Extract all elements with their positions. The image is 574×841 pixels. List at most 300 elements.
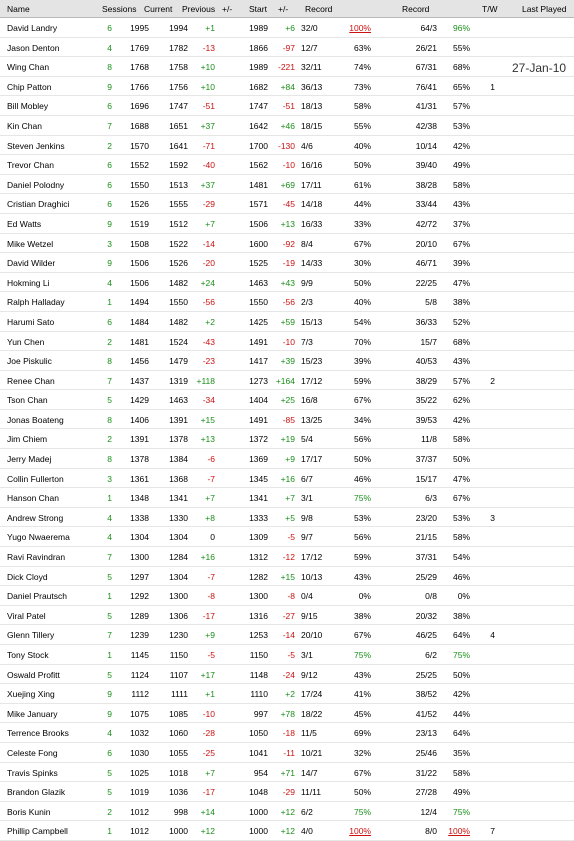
record-pct-cell: 67% (353, 238, 371, 249)
table-row (0, 449, 574, 469)
table-row (0, 645, 574, 665)
record-total-cell: 46/25 (415, 630, 437, 641)
record-cell: 6/2 (301, 806, 313, 817)
previous-rating-cell: 1524 (169, 336, 188, 347)
current-rating-cell: 1519 (130, 218, 149, 229)
current-rating-cell: 1297 (130, 571, 149, 582)
rating-change-cell: -13 (202, 42, 215, 53)
rating-change-cell: -25 (202, 747, 215, 758)
record-pct-cell: 63% (353, 42, 371, 53)
record-pct-cell: 59% (353, 375, 371, 386)
sessions-cell: 2 (107, 806, 112, 817)
record-total-cell: 22/25 (415, 277, 437, 288)
sessions-cell: 5 (107, 395, 112, 406)
table-row (0, 234, 574, 254)
current-rating-cell: 1112 (131, 689, 149, 700)
record-cell: 32/0 (301, 23, 318, 33)
record-total-cell: 38/29 (415, 375, 437, 386)
record-total-pct-cell: 64% (452, 630, 470, 641)
previous-rating-cell: 1463 (169, 395, 188, 406)
previous-rating-cell: 1482 (169, 277, 188, 288)
sessions-cell: 1 (107, 297, 112, 308)
previous-rating-cell: 1085 (169, 708, 188, 719)
player-name: Terrence Brooks (7, 728, 69, 739)
start-change-cell: -5 (287, 650, 295, 660)
record-total-pct-cell: 43% (452, 199, 470, 210)
sessions-cell: 7 (107, 630, 112, 641)
record-cell: 15/23 (301, 356, 323, 367)
record-total-pct-cell: 54% (452, 552, 470, 563)
player-name: Renee Chan (7, 375, 55, 386)
sessions-cell: 4 (107, 42, 112, 53)
record-total-pct-cell: 67% (452, 238, 470, 249)
record-total-cell: 5/8 (425, 297, 437, 308)
start-rating-cell: 1000 (249, 826, 268, 837)
previous-rating-cell: 998 (173, 806, 188, 817)
sessions-cell: 2 (107, 140, 112, 151)
sessions-cell: 6 (107, 101, 112, 112)
player-name: Ed Watts (7, 218, 42, 229)
record-total-cell: 33/44 (415, 199, 437, 210)
record-cell: 9/15 (301, 610, 318, 621)
record-total-cell: 11/8 (421, 434, 437, 445)
record-cell: 11/5 (301, 728, 317, 739)
rating-change-cell: -7 (207, 473, 215, 484)
table-row (0, 547, 574, 567)
start-rating-cell: 1253 (249, 630, 268, 641)
record-total-cell: 37/37 (415, 454, 437, 465)
record-cell: 9/8 (301, 512, 313, 523)
rating-change-cell: +13 (200, 434, 215, 445)
sessions-cell: 2 (107, 336, 112, 347)
record-pct-cell: 41% (353, 689, 371, 700)
current-rating-cell: 1030 (130, 747, 149, 758)
table-row (0, 253, 574, 273)
previous-rating-cell: 1304 (169, 532, 188, 543)
rating-change-cell: +37 (200, 120, 215, 131)
record-pct-cell: 59% (353, 552, 371, 563)
sessions-cell: 3 (107, 473, 112, 484)
previous-rating-cell: 1782 (169, 42, 188, 53)
record-cell: 14/18 (301, 199, 323, 210)
previous-rating-cell: 1482 (169, 316, 188, 327)
record-total-pct-cell: 64% (452, 728, 470, 739)
record-pct-cell: 32% (353, 747, 371, 758)
last-played-date: 27-Jan-10 (512, 61, 567, 75)
player-name: Chip Patton (7, 81, 52, 92)
sessions-cell: 5 (107, 571, 112, 582)
record-total-cell: 39/40 (415, 160, 437, 171)
rating-change-cell: +16 (200, 552, 215, 563)
record-total-cell: 8/0 (425, 826, 437, 837)
start-rating-cell: 1148 (249, 669, 268, 680)
record-total-cell: 25/46 (415, 747, 437, 758)
start-rating-cell: 1506 (249, 218, 268, 229)
previous-rating-cell: 1512 (169, 218, 188, 229)
player-name: Mike Wetzel (7, 238, 54, 249)
record-total-cell: 25/25 (415, 669, 437, 680)
player-name: Phillip Campbell (7, 826, 68, 837)
start-rating-cell: 1309 (249, 532, 268, 543)
sessions-cell: 6 (107, 23, 112, 33)
current-rating-cell: 1406 (130, 414, 149, 425)
current-rating-cell: 1550 (130, 179, 149, 190)
start-rating-cell: 1369 (249, 454, 268, 465)
record-total-pct-cell: 75% (452, 806, 470, 817)
table-row (0, 508, 574, 528)
record-total-pct-cell: 49% (452, 787, 470, 798)
record-total-pct-cell: 47% (452, 473, 470, 484)
sessions-cell: 1 (107, 826, 112, 837)
record-total-pct-cell: 58% (452, 434, 470, 445)
rating-change-cell: -28 (202, 728, 215, 739)
current-rating-cell: 1292 (130, 591, 149, 602)
record-cell: 3/1 (301, 650, 313, 660)
record-total-cell: 25/29 (415, 571, 437, 582)
record-total-pct-cell: 68% (452, 336, 470, 347)
record-cell: 17/17 (301, 454, 323, 465)
record-pct-cell: 70% (353, 336, 371, 347)
start-change-cell: -221 (277, 62, 295, 73)
start-rating-cell: 1333 (249, 512, 268, 523)
record-cell: 10/13 (301, 571, 323, 582)
start-change-cell: +5 (285, 512, 295, 523)
sessions-cell: 4 (107, 728, 112, 739)
table-row (0, 527, 574, 547)
previous-rating-cell: 1758 (169, 62, 188, 73)
record-total-pct-cell: 42% (452, 414, 470, 425)
sessions-cell: 4 (107, 532, 112, 543)
record-total-pct-cell: 39% (452, 258, 470, 269)
start-change-cell: +71 (280, 767, 295, 778)
current-rating-cell: 1995 (130, 23, 149, 33)
rating-change-cell: +24 (200, 277, 215, 288)
record-total-pct-cell: 55% (452, 42, 470, 53)
table-row (0, 273, 574, 293)
player-name: Celeste Fong (7, 747, 58, 758)
record-total-pct-cell: 42% (452, 140, 470, 151)
start-change-cell: -97 (282, 42, 295, 53)
record-cell: 17/12 (301, 375, 323, 386)
previous-rating-cell: 1368 (169, 473, 188, 484)
record-pct-cell: 67% (353, 630, 371, 641)
player-name: Daniel Polodny (7, 179, 65, 190)
record-cell: 36/13 (301, 81, 323, 92)
player-name: Dick Cloyd (7, 571, 48, 582)
start-change-cell: -10 (282, 336, 295, 347)
sessions-cell: 3 (107, 238, 112, 249)
start-change-cell: +6 (285, 23, 295, 33)
record-pct-cell: 67% (353, 767, 371, 778)
record-total-pct-cell: 57% (452, 101, 470, 112)
record-total-cell: 6/3 (425, 493, 437, 504)
record-total-pct-cell: 68% (452, 62, 470, 73)
player-name: Daniel Prautsch (7, 591, 68, 602)
start-change-cell: +15 (280, 571, 295, 582)
header-last-played: Last Played (522, 4, 567, 14)
record-total-pct-cell: 47% (452, 277, 470, 288)
start-rating-cell: 1041 (249, 747, 268, 758)
record-total-pct-cell: 37% (452, 218, 470, 229)
start-rating-cell: 1417 (249, 356, 268, 367)
current-rating-cell: 1766 (130, 81, 149, 92)
current-rating-cell: 1075 (130, 708, 149, 719)
rating-change-cell: +14 (200, 806, 215, 817)
player-name: Glenn Tillery (7, 630, 55, 641)
start-change-cell: +46 (280, 120, 295, 131)
rating-change-cell: +8 (205, 512, 215, 523)
record-cell: 18/22 (301, 708, 323, 719)
record-total-pct-cell: 96% (452, 23, 470, 33)
sessions-cell: 4 (107, 512, 112, 523)
record-cell: 32/11 (301, 62, 322, 73)
table-row (0, 96, 574, 116)
start-rating-cell: 1525 (249, 258, 268, 269)
record-cell: 16/16 (301, 160, 323, 171)
start-rating-cell: 1048 (249, 787, 268, 798)
start-rating-cell: 1642 (249, 120, 268, 131)
previous-rating-cell: 1391 (169, 414, 188, 425)
record-total-cell: 46/71 (415, 258, 437, 269)
record-pct-cell: 45% (353, 708, 371, 719)
record-total-cell: 27/28 (415, 787, 437, 798)
record-cell: 4/6 (301, 140, 313, 151)
sessions-cell: 5 (107, 787, 112, 798)
record-pct-cell: 38% (353, 610, 371, 621)
sessions-cell: 8 (107, 454, 112, 465)
start-change-cell: -24 (282, 669, 295, 680)
record-cell: 18/13 (301, 101, 323, 112)
table-row (0, 782, 574, 802)
current-rating-cell: 1019 (130, 787, 149, 798)
current-rating-cell: 1032 (130, 728, 149, 739)
current-rating-cell: 1494 (130, 297, 149, 308)
current-rating-cell: 1012 (130, 826, 149, 837)
record-total-pct-cell: 50% (452, 669, 470, 680)
start-rating-cell: 1682 (249, 81, 268, 92)
previous-rating-cell: 1060 (169, 728, 188, 739)
header-start-change: +/- (278, 4, 289, 14)
player-name: Andrew Strong (7, 512, 64, 523)
start-change-cell: -5 (287, 532, 295, 543)
record-total-pct-cell: 35% (452, 747, 470, 758)
record-total-cell: 37/31 (415, 552, 437, 563)
record-total-cell: 23/20 (415, 512, 437, 523)
sessions-cell: 1 (107, 591, 112, 602)
sessions-cell: 9 (107, 258, 112, 269)
start-change-cell: -12 (282, 552, 295, 563)
record-total-cell: 20/10 (415, 238, 437, 249)
rating-change-cell: -14 (202, 238, 215, 249)
previous-rating-cell: 1384 (169, 454, 188, 465)
record-pct-cell: 55% (353, 120, 371, 131)
tw-cell: 2 (490, 375, 495, 386)
record-cell: 0/4 (301, 591, 313, 602)
record-pct-cell: 44% (353, 199, 371, 210)
player-name: Yun Chen (7, 336, 45, 347)
record-total-pct-cell: 38% (452, 610, 470, 621)
rating-change-cell: -8 (207, 591, 215, 602)
record-total-pct-cell: 0% (457, 591, 470, 602)
record-pct-cell: 33% (353, 218, 371, 229)
table-row (0, 292, 574, 312)
record-pct-cell: 40% (353, 297, 371, 308)
record-total-pct-cell: 43% (452, 356, 470, 367)
player-name: Boris Kunin (7, 806, 51, 817)
current-rating-cell: 1289 (130, 610, 149, 621)
previous-rating-cell: 1330 (169, 512, 188, 523)
tw-cell: 4 (490, 630, 495, 641)
current-rating-cell: 1481 (130, 336, 149, 347)
header-record: Record (305, 4, 333, 14)
start-change-cell: +19 (280, 434, 295, 445)
player-name: Oswald Profitt (7, 669, 60, 680)
header-name: Name (7, 4, 30, 14)
record-pct-cell: 34% (353, 414, 371, 425)
record-total-cell: 12/4 (420, 806, 437, 817)
sessions-cell: 9 (107, 689, 112, 700)
record-cell: 8/4 (301, 238, 313, 249)
record-cell: 4/0 (301, 826, 313, 837)
record-total-cell: 38/28 (415, 179, 437, 190)
table-row (0, 723, 574, 743)
sessions-cell: 8 (107, 356, 112, 367)
player-name: Jim Chiem (7, 434, 48, 445)
current-rating-cell: 1696 (130, 101, 149, 112)
rating-change-cell: +2 (205, 316, 215, 327)
record-cell: 2/3 (301, 297, 313, 308)
start-change-cell: -19 (282, 258, 295, 269)
current-rating-cell: 1456 (130, 356, 149, 367)
header-previous: Previous (182, 4, 216, 14)
start-rating-cell: 1571 (249, 199, 268, 210)
record-pct-cell: 56% (353, 434, 371, 445)
record-cell: 17/11 (301, 179, 322, 190)
player-name: Steven Jenkins (7, 140, 65, 151)
table-row (0, 567, 574, 587)
table-row (0, 802, 574, 822)
sessions-cell: 9 (107, 218, 112, 229)
record-pct-cell: 50% (353, 787, 371, 798)
table-row (0, 684, 574, 704)
rating-change-cell: -7 (207, 571, 215, 582)
record-pct-cell: 56% (353, 532, 371, 543)
record-total-pct-cell: 49% (452, 160, 470, 171)
current-rating-cell: 1348 (130, 493, 149, 504)
sessions-cell: 4 (107, 277, 112, 288)
record-total-cell: 67/31 (415, 62, 437, 73)
start-change-cell: -18 (282, 728, 295, 739)
current-rating-cell: 1025 (130, 767, 149, 778)
start-rating-cell: 1491 (249, 414, 268, 425)
previous-rating-cell: 1304 (169, 571, 188, 582)
record-cell: 3/1 (301, 493, 313, 504)
start-rating-cell: 1866 (249, 42, 268, 53)
start-rating-cell: 1463 (249, 277, 268, 288)
table-row (0, 312, 574, 332)
player-name: Joe Piskulic (7, 356, 52, 367)
start-change-cell: +12 (280, 826, 295, 837)
record-total-cell: 41/31 (415, 101, 437, 112)
record-total-cell: 6/2 (425, 650, 437, 660)
header-record-total: Record (402, 4, 430, 14)
start-rating-cell: 1050 (249, 728, 268, 739)
record-pct-cell: 46% (353, 473, 371, 484)
record-total-cell: 36/33 (415, 316, 437, 327)
record-cell: 11/11 (301, 787, 322, 798)
table-row (0, 371, 574, 391)
player-name: Yugo Nwaerema (7, 532, 70, 543)
table-row (0, 351, 574, 371)
record-pct-cell: 58% (353, 101, 371, 112)
current-rating-cell: 1391 (130, 434, 149, 445)
record-pct-cell: 40% (353, 140, 371, 151)
player-name: Viral Patel (7, 610, 46, 621)
table-row (0, 77, 574, 97)
current-rating-cell: 1361 (130, 473, 149, 484)
record-total-pct-cell: 38% (452, 297, 470, 308)
header-current: Current (144, 4, 173, 14)
record-cell: 6/7 (301, 473, 313, 484)
record-cell: 15/13 (301, 316, 323, 327)
start-change-cell: -11 (283, 747, 295, 758)
start-change-cell: +13 (280, 218, 295, 229)
sessions-cell: 6 (107, 747, 112, 758)
header-tw: T/W (482, 4, 498, 14)
sessions-cell: 1 (107, 650, 112, 660)
current-rating-cell: 1239 (130, 630, 149, 641)
tw-cell: 3 (490, 512, 495, 523)
record-pct-cell: 43% (353, 571, 371, 582)
start-rating-cell: 1481 (249, 179, 268, 190)
previous-rating-cell: 1479 (169, 356, 188, 367)
start-rating-cell: 997 (253, 708, 268, 719)
current-rating-cell: 1506 (130, 277, 149, 288)
rating-change-cell: -29 (202, 199, 215, 210)
rating-change-cell: -5 (207, 650, 215, 660)
player-name: Tony Stock (7, 650, 49, 660)
record-pct-cell: 50% (353, 454, 371, 465)
start-change-cell: +16 (280, 473, 295, 484)
table-row (0, 332, 574, 352)
table-header (0, 0, 574, 18)
record-pct-cell: 50% (353, 277, 371, 288)
player-name: Jonas Boateng (7, 414, 64, 425)
header-sessions: Sessions (102, 4, 137, 14)
start-rating-cell: 1110 (250, 689, 268, 700)
record-cell: 20/10 (301, 630, 323, 641)
player-name: Kin Chan (7, 120, 42, 131)
record-cell: 14/7 (301, 767, 318, 778)
player-name: Hanson Chan (7, 493, 59, 504)
current-rating-cell: 1145 (130, 650, 149, 660)
sessions-cell: 8 (107, 62, 112, 73)
record-total-cell: 41/52 (415, 708, 437, 719)
record-total-pct-cell: 42% (452, 689, 470, 700)
record-pct-cell: 75% (353, 650, 371, 660)
player-name: Jason Denton (7, 42, 60, 53)
table-row (0, 410, 574, 430)
player-table (0, 18, 574, 841)
sessions-cell: 7 (107, 552, 112, 563)
record-total-cell: 10/14 (415, 140, 437, 151)
start-change-cell: +164 (275, 375, 295, 386)
sessions-cell: 7 (107, 120, 112, 131)
record-total-cell: 76/41 (415, 81, 437, 92)
record-cell: 9/7 (301, 532, 313, 543)
start-rating-cell: 1989 (249, 23, 268, 33)
sessions-cell: 9 (107, 81, 112, 92)
